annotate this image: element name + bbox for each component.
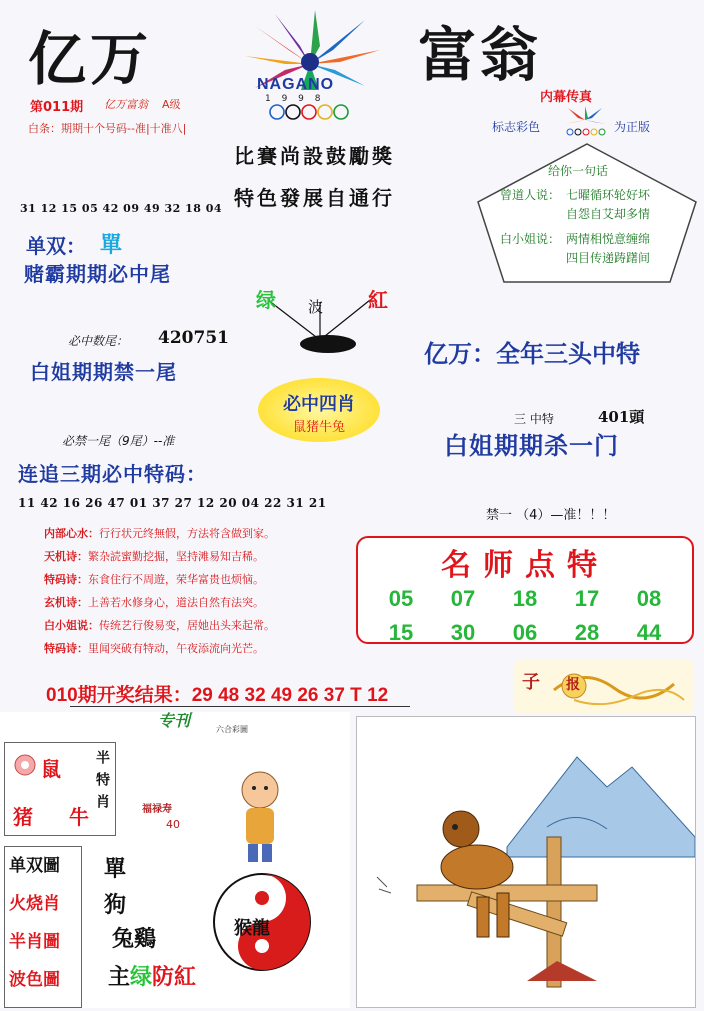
animal-2: 兔鷄 <box>112 926 157 952</box>
vertical-label: 半特肖 <box>94 750 110 816</box>
teacher-number: 30 <box>450 620 476 645</box>
ban-one: 禁一 （4）—准！！！ <box>486 508 616 523</box>
ban-one-tail: 必禁一尾（9尾）--准 <box>62 434 175 448</box>
fork-tag <box>120 800 210 840</box>
wave-diagram <box>250 282 390 358</box>
single-double-value: 單 <box>100 232 123 258</box>
pentagon-line1-label: 曾道人说： <box>500 188 561 202</box>
result-label: 010期开奖结果： <box>46 685 192 706</box>
brand-sub: 六合彩圖 <box>216 725 248 734</box>
three-head-prefix: 三 中特 <box>514 412 554 426</box>
pentagon-logo-right: 为正版 <box>614 120 651 134</box>
result-line <box>46 680 388 707</box>
zodiac-banner <box>514 660 694 714</box>
zodiac-1: 鼠 <box>41 757 61 781</box>
zodiac-2: 猪 <box>13 805 33 829</box>
title-right: 富翁 <box>418 21 543 89</box>
must-tail-value: 420751 <box>158 328 229 348</box>
teacher-number: 06 <box>512 620 538 645</box>
teacher-number: 18 <box>512 586 538 611</box>
teacher-number: 07 <box>450 586 476 611</box>
teacher-number: 15 <box>388 620 414 645</box>
ten-numbers: 31 12 15 05 42 09 49 32 18 04 <box>20 202 223 215</box>
poem-row: 天机诗：繁杂読蜜勤挖掘，坚持滩易知吉稀。 <box>44 550 264 563</box>
wave-blue: 波 <box>308 298 324 316</box>
nagano-logo <box>215 6 405 124</box>
teacher-number: 05 <box>388 586 414 611</box>
issue-signature: 亿万富翁 <box>104 98 148 111</box>
chart-item: 火烧肖 <box>9 894 60 914</box>
issue-grade: A级 <box>162 98 181 111</box>
divider <box>70 706 410 707</box>
issue-number: 第011期 <box>30 100 84 115</box>
color-red: 防紅 <box>152 964 197 990</box>
monkey-dragon: 猴龍 <box>234 918 270 939</box>
ban-tail-slogan: 白姐期期禁一尾 <box>30 360 177 384</box>
color-green: 绿 <box>130 964 153 990</box>
zodiac-label-1: 子 <box>522 672 540 693</box>
result-numbers: 29 48 32 49 26 37 T 12 <box>191 685 389 706</box>
pentagon-line2a: 两情相悦意缠绵 <box>566 232 651 246</box>
teacher-number: 17 <box>574 586 600 611</box>
logo-text: NAGANO <box>257 76 335 93</box>
fork-label: 福禄寿 <box>142 804 172 815</box>
poem-row: 玄机诗：上善若水修身心，道法自然有法突。 <box>44 596 264 609</box>
four-zodiac-badge <box>258 378 380 442</box>
landscape-panel <box>356 716 696 1008</box>
pentagon-line2-label: 白小姐说： <box>500 232 561 246</box>
dragon-icon <box>514 660 694 714</box>
teacher-title: 名师点特 <box>441 548 609 583</box>
slogan-line-1: 比賽尚設鼓勵獎 <box>234 144 395 168</box>
wave-red: 紅 <box>368 288 388 312</box>
poem-row: 内部心水：行行状元终無假，方法将含做到家。 <box>44 527 275 540</box>
four-zodiac-value: 鼠猪牛兔 <box>292 420 345 435</box>
pentagon-line2b: 四目传递踌躇间 <box>566 251 651 265</box>
issue-rule: 白条：期期十个号码--准|十准八| <box>28 122 187 135</box>
teacher-number: 44 <box>636 620 662 645</box>
yiwan-slogan: 亿万：全年三头中特 <box>424 340 640 368</box>
olympic-rings-icon <box>267 104 351 122</box>
single-mark: 單 <box>104 856 127 882</box>
pentagon-logo-left: 标志彩色 <box>492 120 541 134</box>
tail-slogan: 赌霸期期必中尾 <box>24 262 171 286</box>
teacher-numbers <box>358 586 692 646</box>
poem-row: 白小姐说：传统艺行俊易变，居她出头来起常。 <box>44 619 275 632</box>
three-head-value: 401頭 <box>598 408 645 426</box>
chart-item: 半肖圖 <box>9 932 60 952</box>
poem-row: 特码诗：东食住行不周遊，荣华富贵也烦恼。 <box>44 573 264 586</box>
pentagon-caption: 给你一句话 <box>548 164 609 178</box>
fork-value: 40 <box>166 818 180 831</box>
zodiac-label-2: 报 <box>566 677 580 693</box>
wave-green: 绿 <box>256 288 276 312</box>
brand-title: 专刊 <box>158 711 191 730</box>
four-zodiac-title: 必中四肖 <box>283 394 355 415</box>
dog-landscape-illustration <box>357 717 695 1007</box>
poem-row: 特码诗：里闻突破有特动，午夜添流向光芒。 <box>44 642 264 655</box>
zodiac-3: 牛 <box>69 805 89 829</box>
title-left: 亿万 <box>28 25 153 93</box>
kill-door-slogan: 白姐期期杀一门 <box>444 432 619 460</box>
animal-1: 狗 <box>104 892 127 918</box>
pentagon-title: 内幕传真 <box>540 90 593 105</box>
chart-item: 单双圖 <box>9 856 60 876</box>
small-nagano-icon <box>560 104 610 138</box>
pentagon-line1b: 自怨自艾却多情 <box>566 207 651 221</box>
chart-list <box>4 846 82 1008</box>
donut-icon <box>13 753 37 777</box>
chart-item: 波色圖 <box>9 970 60 990</box>
logo-year: 1 9 9 8 <box>265 94 325 104</box>
teacher-number: 08 <box>636 586 662 611</box>
teacher-box <box>356 536 694 644</box>
cartoon-child-icon <box>220 768 300 868</box>
three-period-title: 连追三期必中特码： <box>18 462 207 486</box>
slogan-line-2: 特色發展自通行 <box>234 186 395 210</box>
color-main: 主 <box>108 964 131 990</box>
poem-list <box>44 522 354 660</box>
must-tail-label: 必中数尾： <box>68 334 129 348</box>
teacher-number: 28 <box>574 620 600 645</box>
color-line <box>108 960 196 991</box>
special-numbers: 11 42 16 26 47 01 37 27 12 20 04 22 31 21 <box>18 496 327 510</box>
pentagon-line1a: 七曜循环轮好坏 <box>566 188 651 202</box>
single-double-label: 单双： <box>26 234 86 258</box>
